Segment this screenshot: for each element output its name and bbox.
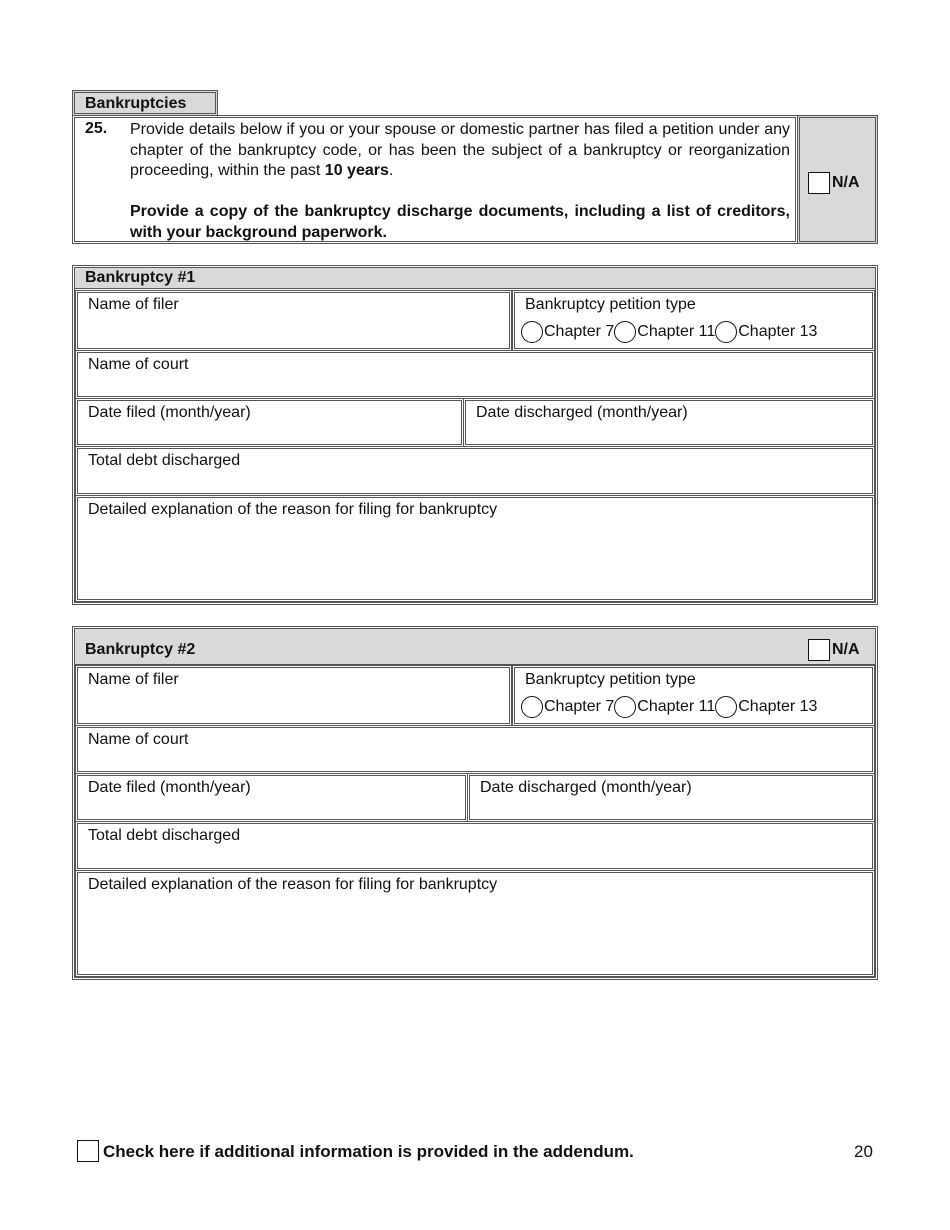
radio-icon[interactable] xyxy=(715,321,737,343)
question-na-box xyxy=(797,115,878,244)
radio-icon[interactable] xyxy=(614,696,636,718)
b1-date-discharged-label: Date discharged (month/year) xyxy=(476,404,688,421)
b2-total-debt-field[interactable] xyxy=(75,821,875,871)
b1-date-filed-field[interactable] xyxy=(75,398,464,447)
b2-total-debt-label: Total debt discharged xyxy=(88,827,241,844)
b1-petition-type-label: Bankruptcy petition type xyxy=(525,296,696,313)
b2-option-chapter-13[interactable]: Chapter 13 xyxy=(715,696,817,718)
b2-explanation-label: Detailed explanation of the reason for filing for bankruptcy xyxy=(88,876,498,893)
b1-total-debt-label: Total debt discharged xyxy=(88,452,241,469)
section-tab xyxy=(72,90,218,116)
b2-option-chapter-11[interactable]: Chapter 11 xyxy=(614,696,715,718)
question-text: Provide details below if you or your spouse or domestic partner has filed a petition under any chapter of the bankruptcy code, or has been the subject of a bankruptcy or reorganization proceeding, within the past 10 years. xyxy=(130,121,790,179)
bankruptcy-1-header xyxy=(75,268,875,289)
b2-name-of-court-field[interactable] xyxy=(75,725,875,774)
question-na-checkbox[interactable] xyxy=(808,172,830,194)
radio-icon[interactable] xyxy=(521,321,543,343)
b2-name-of-court-label: Name of court xyxy=(88,731,189,748)
bankruptcy-2-header xyxy=(75,629,875,665)
b1-total-debt-field[interactable] xyxy=(75,446,875,496)
section-tab-label: Bankruptcies xyxy=(85,95,187,112)
b1-name-of-filer-field[interactable] xyxy=(75,290,512,351)
radio-icon[interactable] xyxy=(715,696,737,718)
bankruptcy-2-na-checkbox[interactable] xyxy=(808,639,830,661)
addendum-checkbox[interactable] xyxy=(77,1140,99,1162)
b1-option-chapter-13[interactable]: Chapter 13 xyxy=(715,321,817,343)
b2-date-filed-label: Date filed (month/year) xyxy=(88,779,251,796)
addendum-label: Check here if additional information is provided in the addendum. xyxy=(103,1142,634,1161)
b1-explanation-field[interactable] xyxy=(75,495,875,602)
b1-petition-options xyxy=(521,321,817,348)
b2-date-discharged-field[interactable] xyxy=(467,773,875,822)
b1-option-chapter-11[interactable]: Chapter 11 xyxy=(614,321,715,343)
b1-date-discharged-field[interactable] xyxy=(463,398,875,447)
b2-petition-type-label: Bankruptcy petition type xyxy=(525,671,696,688)
question-instruction: Provide a copy of the bankruptcy discharge documents, including a list of creditors, with your background paperwork. xyxy=(130,203,790,241)
b2-date-filed-field[interactable] xyxy=(75,773,468,822)
b2-explanation-field[interactable] xyxy=(75,870,875,977)
b2-petition-options xyxy=(521,696,817,723)
b2-date-discharged-label: Date discharged (month/year) xyxy=(480,779,692,796)
b2-petition-type-field xyxy=(512,665,875,726)
b1-petition-type-field xyxy=(512,290,875,351)
b1-explanation-label: Detailed explanation of the reason for filing for bankruptcy xyxy=(88,501,498,518)
b2-option-chapter-7[interactable]: Chapter 7 xyxy=(521,696,614,718)
b1-name-of-court-label: Name of court xyxy=(88,356,189,373)
question-na-label: N/A xyxy=(832,174,860,191)
radio-icon[interactable] xyxy=(614,321,636,343)
b1-date-filed-label: Date filed (month/year) xyxy=(88,404,251,421)
b1-name-of-court-field[interactable] xyxy=(75,350,875,399)
bankruptcy-2-na-label: N/A xyxy=(832,641,860,658)
b1-option-chapter-7[interactable]: Chapter 7 xyxy=(521,321,614,343)
bankruptcy-2-title: Bankruptcy #2 xyxy=(85,641,196,658)
question-box xyxy=(72,115,798,244)
b2-name-of-filer-label: Name of filer xyxy=(88,671,179,688)
question-number: 25. xyxy=(85,120,108,137)
page-number: 20 xyxy=(854,1142,873,1161)
bankruptcy-1-title: Bankruptcy #1 xyxy=(85,269,196,286)
radio-icon[interactable] xyxy=(521,696,543,718)
b2-name-of-filer-field[interactable] xyxy=(75,665,512,726)
b1-name-of-filer-label: Name of filer xyxy=(88,296,179,313)
